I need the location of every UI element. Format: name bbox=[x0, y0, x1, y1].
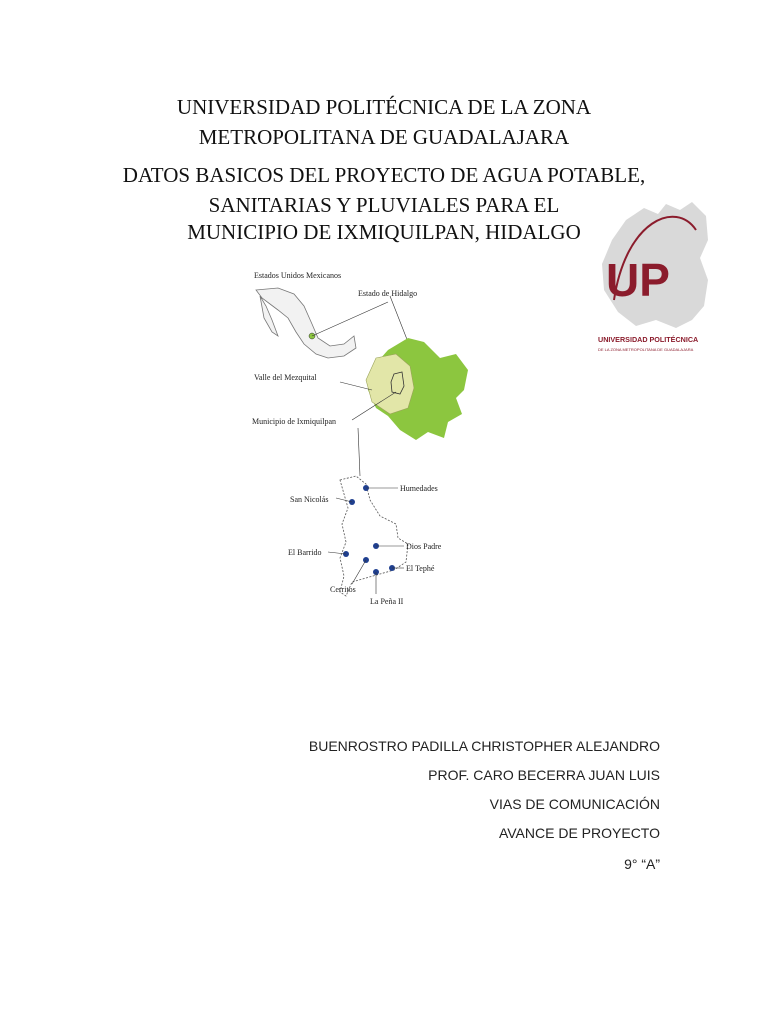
university-logo bbox=[596, 180, 712, 360]
label-el-tephe: El Tephé bbox=[406, 564, 435, 573]
logo-name-line2: DE LA ZONA METROPOLITANA DE GUADALAJARA bbox=[598, 347, 694, 352]
label-mezquital: Valle del Mezquital bbox=[254, 373, 317, 382]
project-title: DATOS BASICOS DEL PROYECTO DE AGUA POTABLE, SANITARIAS Y PLUVIALES PARA EL bbox=[122, 163, 646, 217]
label-hidalgo: Estado de Hidalgo bbox=[358, 289, 418, 298]
label-ixmiquilpan: Municipio de Ixmiquilpan bbox=[252, 417, 336, 426]
label-la-pena: La Peña II bbox=[370, 597, 404, 606]
leader-line bbox=[390, 296, 408, 342]
label-dios-padre: Dios Padre bbox=[406, 542, 442, 551]
label-cerritos: Cerritos bbox=[330, 585, 356, 594]
label-mexico: Estados Unidos Mexicanos bbox=[254, 271, 342, 280]
professor-name: PROF. CARO BECERRA JUAN LUIS bbox=[428, 767, 660, 783]
leader-line bbox=[358, 428, 360, 476]
location-map bbox=[248, 262, 478, 622]
logo-name-line1: UNIVERSIDAD POLITÉCNICA bbox=[598, 335, 699, 344]
deliverable-title: AVANCE DE PROYECTO bbox=[498, 825, 660, 841]
label-humedades: Humedades bbox=[400, 484, 438, 493]
label-san-nicolas: San Nicolás bbox=[290, 495, 329, 504]
group-label: 9° “A” bbox=[624, 856, 660, 872]
logo-mark: UP bbox=[606, 254, 670, 306]
label-el-barrido: El Barrido bbox=[288, 548, 322, 557]
leader-line bbox=[312, 302, 388, 336]
project-title-line: MUNICIPIO DE IXMIQUILPAN, HIDALGO bbox=[187, 220, 581, 244]
course-name: VIAS DE COMUNICACIÓN bbox=[489, 796, 660, 812]
author-name: BUENROSTRO PADILLA CHRISTOPHER ALEJANDRO bbox=[308, 738, 660, 754]
university-title: UNIVERSIDAD POLITÉCNICA DE LA ZONA METROPOLITANA DE GUADALAJARA bbox=[176, 95, 592, 149]
mezquital-valley-shape bbox=[366, 354, 414, 414]
municipality-detail-outline bbox=[340, 476, 408, 596]
